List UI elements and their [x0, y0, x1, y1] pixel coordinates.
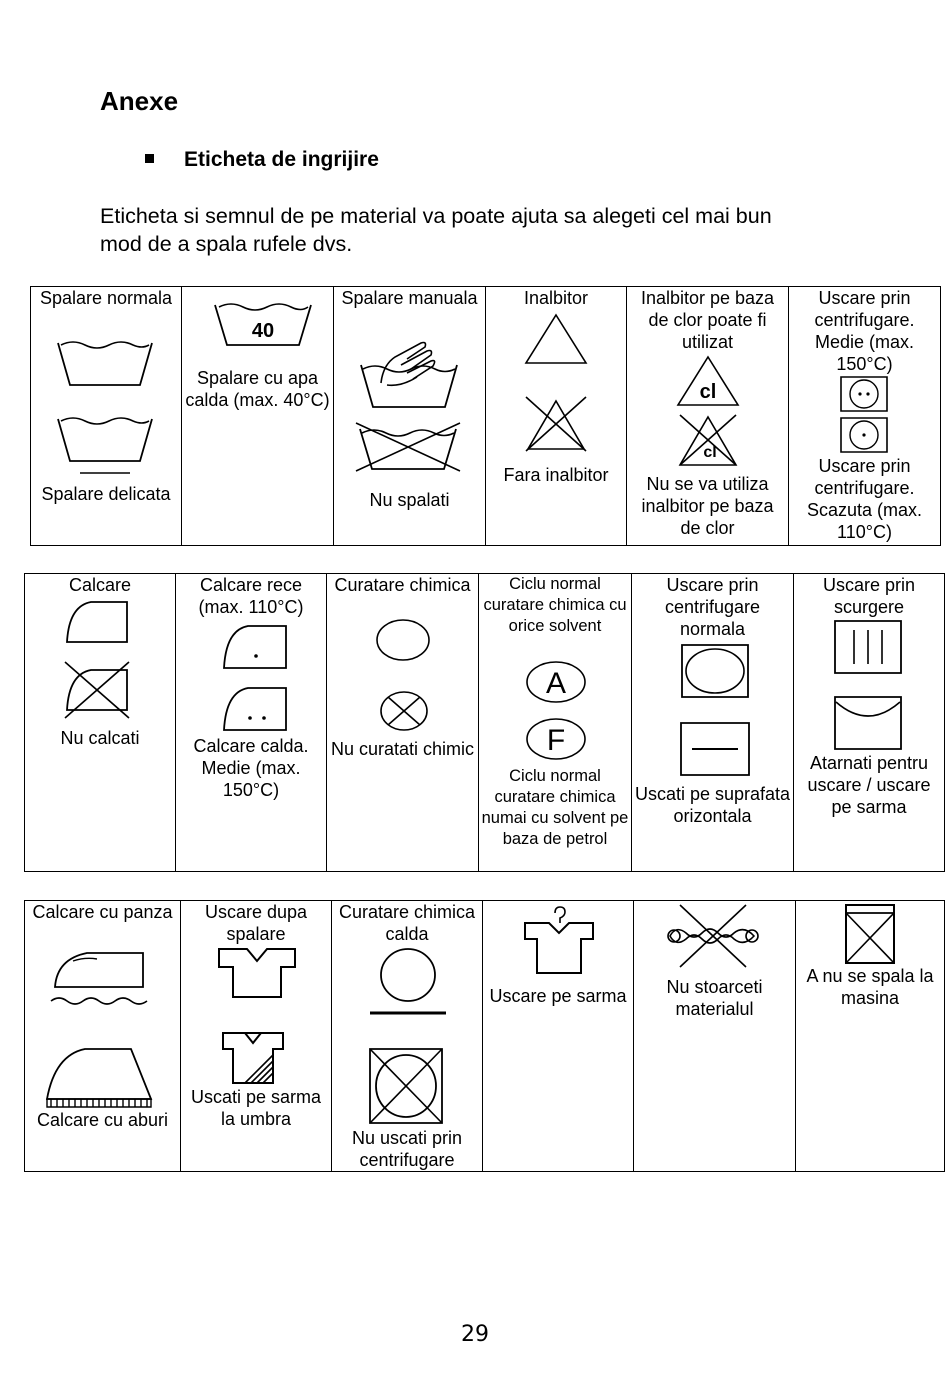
chlorine-bleach-icon — [676, 355, 740, 407]
do-not-tumble-dry-icon — [368, 1047, 444, 1125]
delicate-wash-tub-icon — [58, 415, 152, 475]
dry-clean-a-icon — [525, 660, 587, 704]
label-iron-cloth: Calcare cu panza — [32, 902, 173, 922]
drip-dry-icon — [834, 620, 902, 674]
shade-dry-icon — [221, 1031, 285, 1085]
tumble-dry-medium-icon — [840, 376, 888, 412]
bleach-triangle-icon — [524, 313, 588, 365]
cell-iron-cold — [176, 574, 327, 871]
label-no-bleach: Fara inalbitor — [503, 465, 609, 485]
iron-medium-icon — [222, 686, 288, 732]
hanger-dry-icon — [523, 905, 595, 975]
solvent-a-text: A — [545, 667, 567, 700]
label-petroleum-solvent: Ciclu normal curatare chimica numai cu solvent pe baza de petrol — [481, 767, 629, 848]
wash-temp-text: 40 — [251, 320, 275, 342]
label-tumble-low: Uscare prin centrifugare. Scazuta (max. 110°C) — [806, 456, 923, 542]
label-tumble-medium: Uscare prin centrifugare. Medie (max. 150°C) — [814, 288, 915, 374]
label-dry-flat: Uscati pe suprafata orizontala — [634, 784, 791, 826]
cell-dry-after-wash — [181, 901, 332, 1171]
dry-flat-icon — [680, 722, 750, 776]
cell-dry-clean — [327, 574, 479, 871]
label-do-not-wash: Nu spalati — [369, 490, 450, 510]
cell-hand-wash — [334, 287, 486, 545]
label-iron-warm: Calcare calda. Medie (max. 150°C) — [193, 736, 309, 800]
wash-40-icon — [215, 301, 311, 347]
shirt-dry-icon — [217, 947, 297, 999]
label-line-dry: Atarnati pentru uscare / uscare pe sarma — [807, 753, 931, 817]
label-ironing: Calcare — [68, 575, 132, 595]
solvent-f-text: F — [546, 724, 566, 757]
label-steam-iron: Calcare cu aburi — [36, 1110, 169, 1130]
tumble-dry-low-icon — [840, 417, 888, 453]
label-warm-wash: Spalare cu apa calda (max. 40°C) — [185, 368, 330, 410]
label-bleach: Inalbitor — [523, 288, 589, 308]
label-any-solvent: Ciclu normal curatare chimica cu orice solvent — [483, 575, 627, 635]
cell-tumble-normal — [632, 574, 794, 871]
cell-iron-cloth — [25, 901, 181, 1171]
section-heading-text: Eticheta de ingrijire — [184, 148, 379, 171]
care-table-2 — [24, 573, 945, 872]
dry-clean-icon — [375, 618, 431, 662]
cell-do-not-wring — [634, 901, 796, 1171]
cell-chlorine-bleach — [627, 287, 789, 545]
line-dry-icon — [834, 696, 902, 750]
care-table-3 — [24, 900, 945, 1172]
intro-paragraph — [100, 202, 890, 258]
do-not-wring-icon — [666, 903, 760, 969]
label-normal-wash: Spalare normala — [39, 288, 173, 308]
warm-dry-clean-icon — [368, 947, 448, 1017]
label-hang-dry: Uscare pe sarma — [489, 986, 627, 1006]
tumble-dry-normal-icon — [681, 644, 749, 698]
cell-normal-wash — [31, 287, 182, 545]
care-table-1 — [30, 286, 941, 546]
no-machine-wash-icon — [844, 903, 896, 965]
label-do-not-tumble-dry: Nu uscati prin centrifugare — [351, 1128, 463, 1170]
label-no-machine-wash: A nu se spala la masina — [806, 966, 934, 1008]
cell-bleach — [486, 287, 627, 545]
label-no-chlorine: Nu se va utiliza inalbitor pe baza de clor — [641, 474, 774, 538]
cell-warm-dry-clean — [332, 901, 483, 1171]
chlorine-cl-text: cl — [699, 381, 717, 403]
label-do-not-iron: Nu calcati — [60, 728, 140, 748]
intro-line-1: Eticheta si semnul de pe material va poate ajuta sa alegeti cel mai bun — [100, 204, 772, 228]
cell-tumble-dry — [789, 287, 940, 545]
label-iron-cold: Calcare rece (max. 110°C) — [198, 575, 304, 617]
label-delicate-wash: Spalare delicata — [41, 484, 171, 504]
cell-dry-clean-solvent — [479, 574, 632, 871]
label-do-not-wring: Nu stoarceti materialul — [666, 977, 763, 1019]
intro-line-2: mod de a spala rufele dvs. — [100, 232, 353, 256]
no-chlorine-bleach-icon — [676, 413, 740, 467]
iron-with-cloth-icon — [51, 951, 151, 1007]
label-tumble-normal: Uscare prin centrifugare normala — [664, 575, 761, 639]
label-hand-wash: Spalare manuala — [341, 288, 478, 308]
do-not-dry-clean-icon — [379, 690, 429, 732]
page-number: 29 — [461, 1322, 489, 1347]
label-dry-clean: Curatare chimica — [334, 575, 471, 595]
section-heading — [145, 148, 379, 172]
cell-hang-dry — [483, 901, 634, 1171]
label-chlorine-allowed: Inalbitor pe baza de clor poate fi utilizat — [640, 288, 775, 352]
label-drip-dry: Uscare prin scurgere — [822, 575, 916, 617]
label-warm-dry-clean: Curatare chimica calda — [338, 902, 476, 944]
iron-icon — [65, 600, 129, 644]
cell-warm-wash — [182, 287, 334, 545]
wash-tub-icon — [58, 339, 152, 387]
no-bleach-icon — [520, 395, 592, 453]
cell-drip-dry — [794, 574, 944, 871]
hand-wash-icon — [361, 339, 457, 409]
bullet-square-icon — [145, 154, 154, 163]
cell-ironing — [25, 574, 176, 871]
page-title: Anexe — [100, 86, 179, 116]
cell-no-machine-wash — [796, 901, 944, 1171]
do-not-wash-icon — [356, 423, 460, 471]
svg-text:cl: cl — [703, 444, 717, 461]
label-dry-after-wash: Uscare dupa spalare — [204, 902, 308, 944]
steam-iron-icon — [45, 1047, 153, 1109]
dry-clean-f-icon — [525, 717, 587, 761]
label-shade-dry: Uscati pe sarma la umbra — [190, 1087, 322, 1129]
do-not-iron-icon — [61, 660, 131, 720]
iron-low-icon — [222, 624, 288, 670]
label-do-not-dry-clean: Nu curatati chimic — [330, 739, 475, 759]
